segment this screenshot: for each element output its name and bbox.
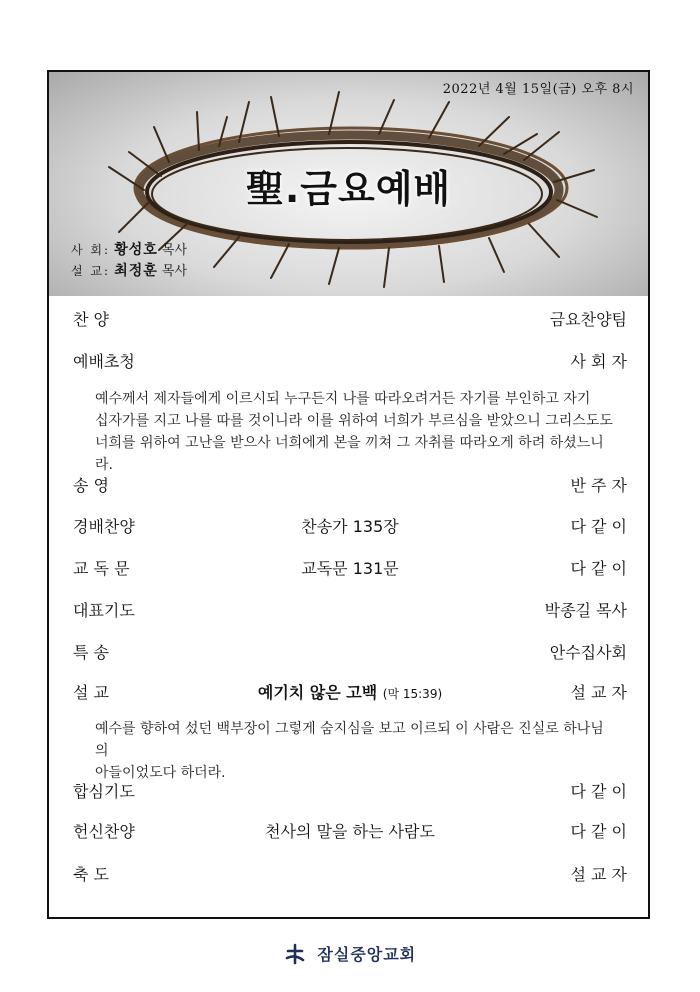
preacher-label: 설 교: [71, 264, 111, 278]
order-item-title: 송 영 [73, 476, 109, 495]
church-footer [0, 942, 700, 965]
bulletin-frame [47, 70, 650, 919]
order-item-title: 헌신찬양 [73, 822, 135, 841]
scripture-line: 너희를 위하여 고난을 받으사 너희에게 본을 끼쳐 그 자취를 따라오게 하려 하셨느니라. [95, 435, 604, 473]
order-item-leader: 다 같 이 [570, 517, 627, 536]
order-item-doxology [73, 473, 627, 499]
host-rank: 목사 [161, 243, 188, 258]
order-item-sermon [73, 680, 627, 706]
order-item-detail: 찬송가 135장 [301, 517, 399, 536]
order-item-leader: 다 같 이 [570, 822, 627, 841]
leaders-block [71, 240, 187, 282]
preacher-line [71, 261, 187, 282]
order-item-detail: 천사의 말을 하는 사람도 [265, 822, 435, 841]
order-item-responsive-reading [73, 556, 627, 582]
scripture-line: 예수를 향하여 섰던 백부장이 그렇게 숨지심을 보고 이르되 이 사람은 진실로 하나님의 [95, 721, 604, 759]
order-item-special-song [73, 640, 627, 666]
sermon-title-wrap [73, 680, 627, 707]
order-item-benediction [73, 862, 627, 888]
order-item-title: 교 독 문 [73, 559, 130, 578]
order-item-title: 찬 양 [73, 310, 109, 329]
host-line [71, 240, 187, 261]
scripture-passage-1 [95, 388, 615, 476]
order-item-worship-hymn [73, 514, 627, 540]
header-banner [49, 72, 648, 296]
host-name: 황성호 [114, 242, 158, 258]
order-item-dedication-song [73, 819, 627, 845]
scripture-line: 예수께서 제자들에게 이르시되 누구든지 나를 따라오려거든 자기를 부인하고 자기 [95, 391, 591, 407]
order-item-detail: 교독문 131문 [301, 559, 399, 578]
church-name: 잠실중앙교회 [317, 945, 417, 964]
service-title: 聖.금요예배 [245, 167, 452, 211]
preacher-rank: 목사 [161, 264, 188, 279]
order-item-united-prayer [73, 779, 627, 805]
order-item-praise [73, 307, 627, 333]
service-date: 2022년 4월 15일(금) 오후 8시 [442, 82, 634, 97]
order-item-title: 축 도 [73, 865, 109, 884]
order-item-invitation [73, 349, 627, 375]
order-item-title: 설 교 [73, 683, 109, 702]
sermon-reference: (막 15:39) [382, 687, 443, 701]
order-item-leader: 박종길 목사 [544, 601, 627, 620]
order-item-leader: 금요찬양팀 [549, 310, 627, 329]
order-item-title: 특 송 [73, 643, 109, 662]
order-item-title: 예배초청 [73, 352, 135, 371]
preacher-name: 최정훈 [114, 263, 158, 279]
order-item-leader: 설 교 자 [570, 683, 627, 702]
order-item-leader: 사 회 자 [570, 352, 627, 371]
church-logo-icon [284, 943, 306, 965]
order-item-leader: 설 교 자 [570, 865, 627, 884]
order-item-leader: 다 같 이 [570, 782, 627, 801]
order-item-leader: 다 같 이 [570, 559, 627, 578]
sermon-title: 예기치 않은 고백 [257, 683, 378, 702]
order-item-title: 경배찬양 [73, 517, 135, 536]
scripture-line: 아들이었도다 하더라. [95, 765, 226, 781]
order-item-leader: 반 주 자 [570, 476, 627, 495]
scripture-line: 십자가를 지고 나를 따를 것이니라 이를 위하여 너희가 부르심을 받았으니 그리스도도 [95, 413, 613, 429]
order-item-title: 합심기도 [73, 782, 135, 801]
order-item-title: 대표기도 [73, 601, 135, 620]
order-item-prayer [73, 598, 627, 624]
scripture-passage-2 [95, 718, 615, 784]
order-item-leader: 안수집사회 [549, 643, 627, 662]
host-label: 사 회: [71, 243, 111, 257]
